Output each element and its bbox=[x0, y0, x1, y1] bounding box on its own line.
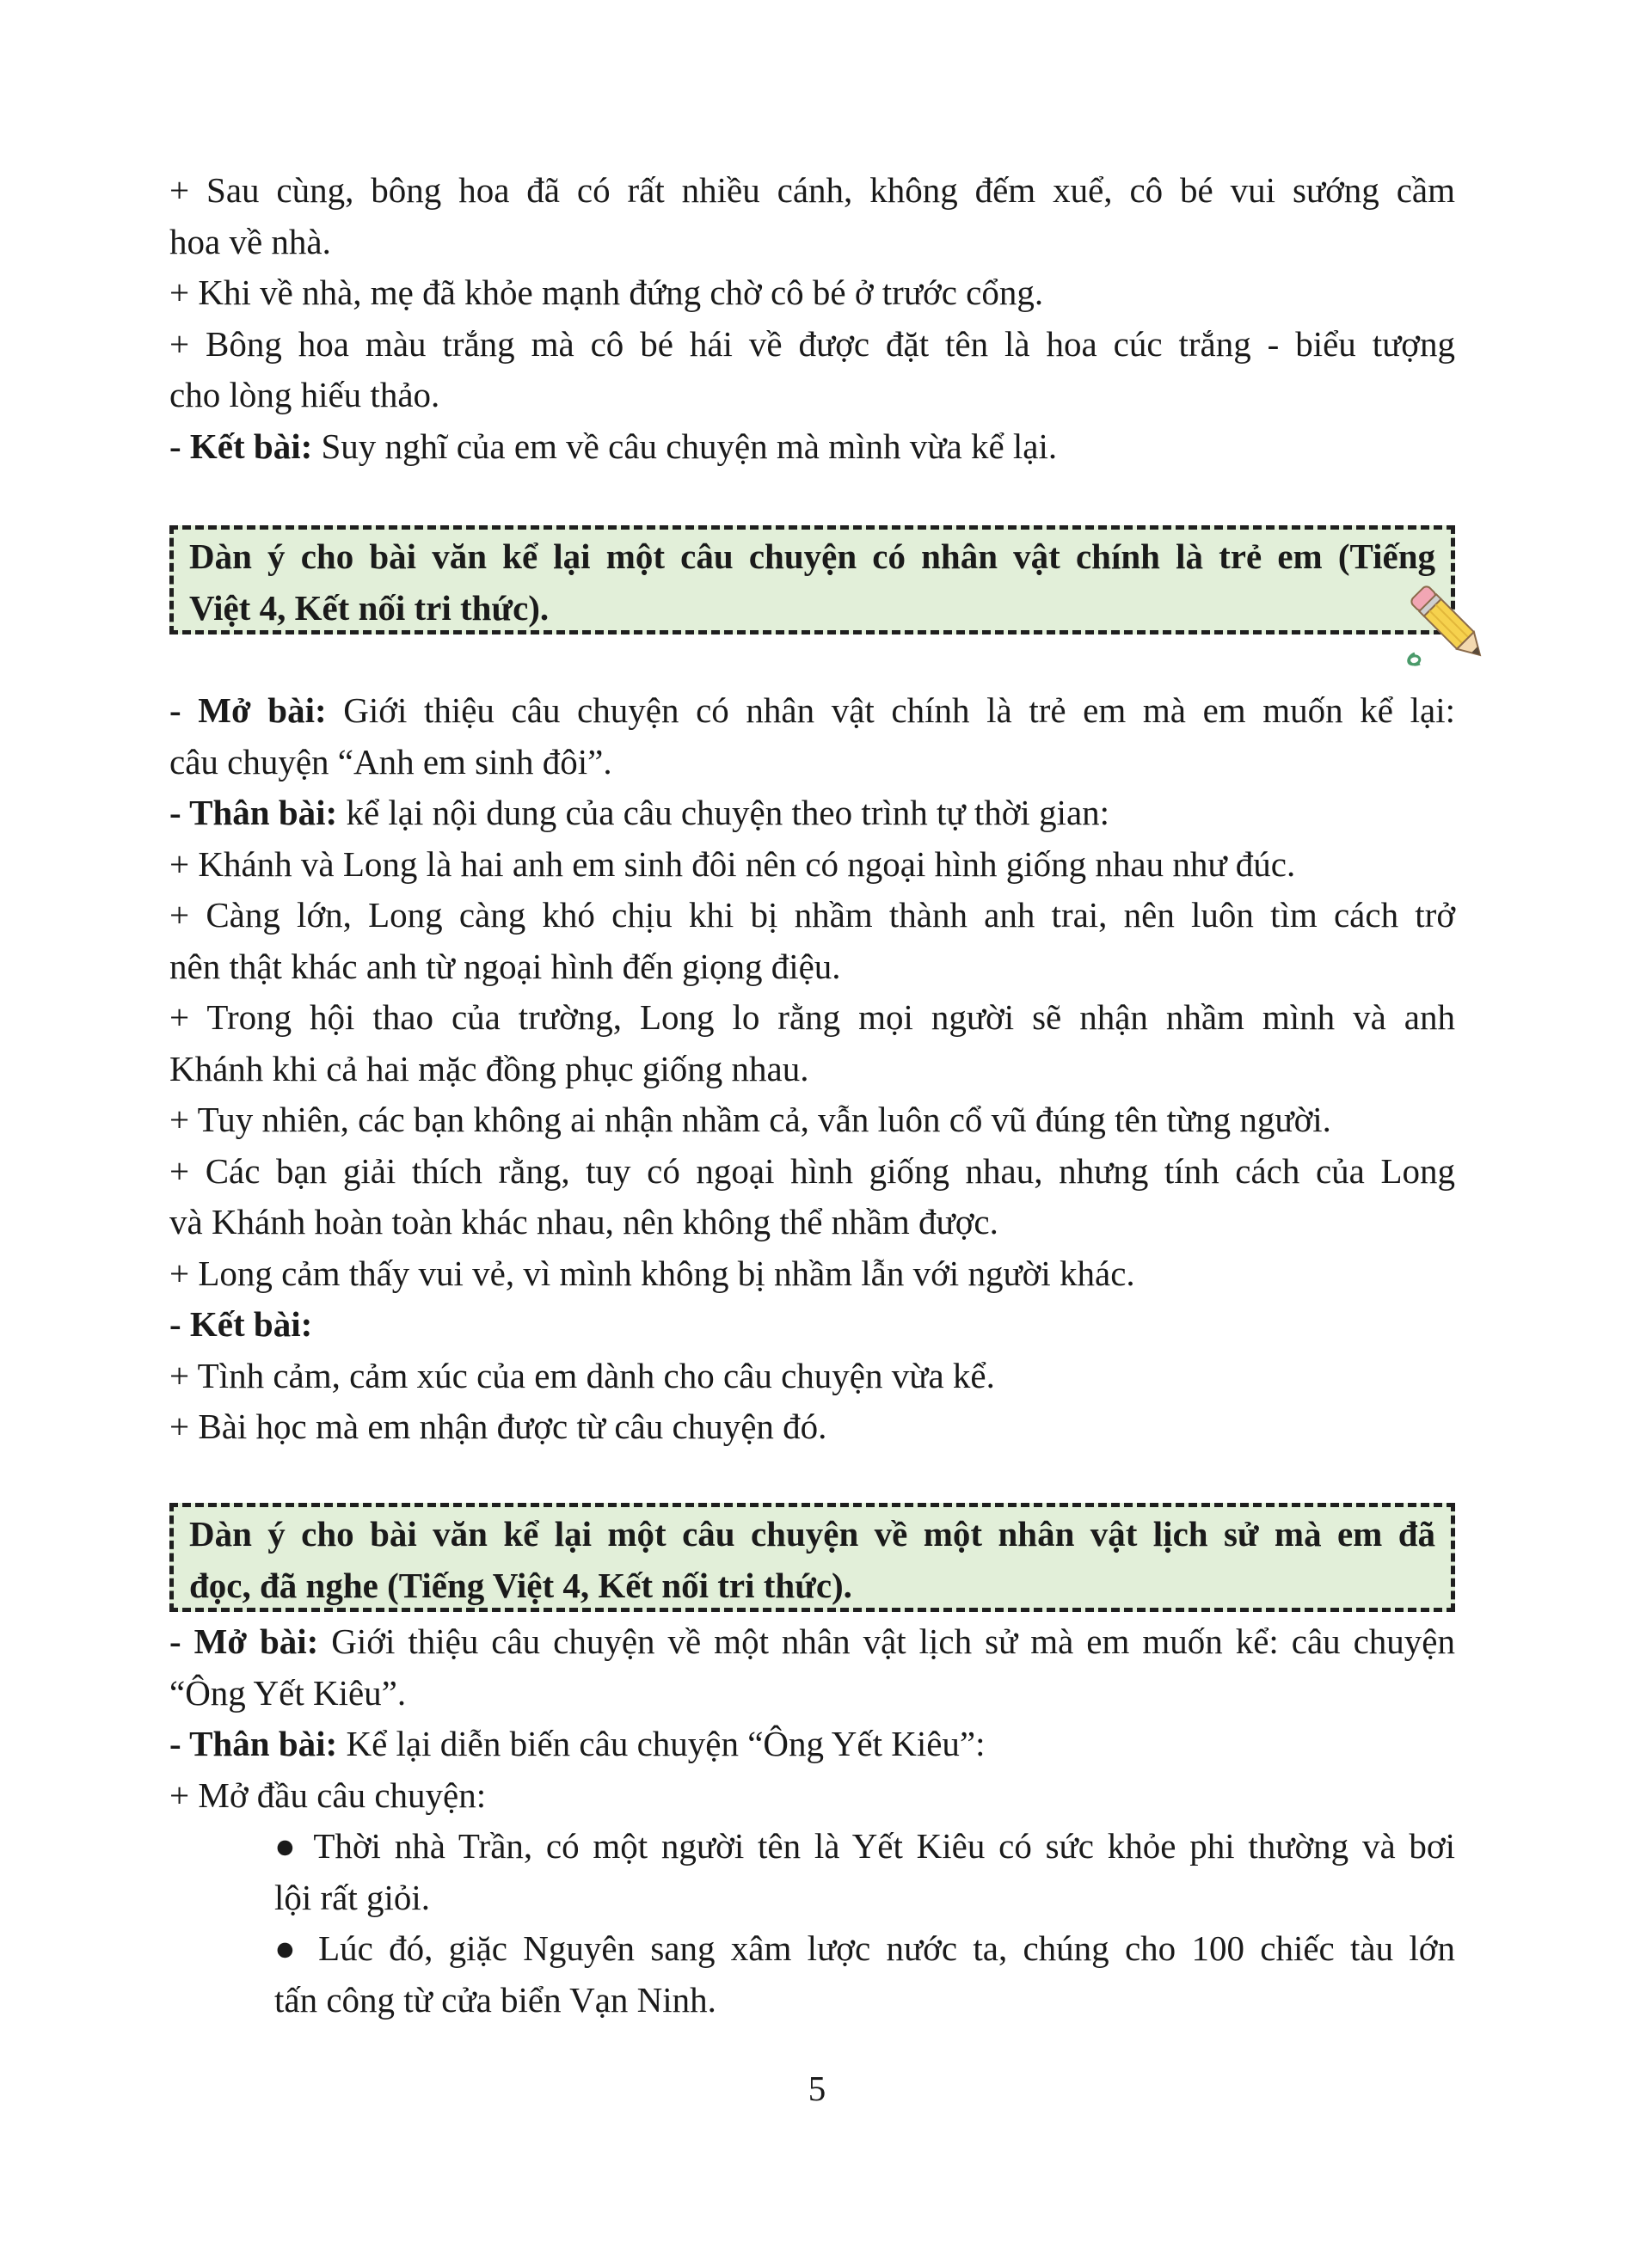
text-line: + Long cảm thấy vui vẻ, vì mình không bị nhầm lẫn với người khác. bbox=[169, 1253, 1135, 1293]
text-line: Khánh khi cả hai mặc đồng phục giống nhau. bbox=[169, 1048, 809, 1088]
text-line bbox=[169, 1616, 1455, 1668]
section-story-end bbox=[169, 165, 1455, 472]
bullet-item-line: ● Thời nhà Trần, có một người tên là Yết Kiêu có sức khỏe phi thường và bơi bbox=[274, 1826, 1455, 1866]
text-line: + Các bạn giải thích rằng, tuy có ngoại hình giống nhau, nhưng tính cách của Long bbox=[169, 1150, 1455, 1191]
text-line: + Tuy nhiên, các bạn không ai nhận nhầm cả, vẫn luôn cổ vũ đúng tên từng người. bbox=[169, 1100, 1331, 1139]
box-heading-line: đọc, đã nghe (Tiếng Việt 4, Kết nối tri thức). bbox=[189, 1565, 852, 1605]
text-line: + Bông hoa màu trắng mà cô bé hái về được đặt tên là hoa cúc trắng - biểu tượng bbox=[169, 323, 1455, 364]
text-mo-bai: Giới thiệu câu chuyện về một nhân vật lịch sử mà em muốn kể: câu chuyện bbox=[318, 1621, 1456, 1661]
text-line: cho lòng hiếu thảo. bbox=[169, 375, 440, 414]
text-line: câu chuyện “Anh em sinh đôi”. bbox=[169, 741, 612, 782]
box-heading-line: Dàn ý cho bài văn kể lại một câu chuyện có nhân vật chính là trẻ em (Tiếng bbox=[189, 536, 1435, 576]
section-historical-story bbox=[169, 1616, 1455, 2026]
text-line: + Mở đầu câu chuyện: bbox=[169, 1775, 487, 1815]
text-line bbox=[169, 788, 1455, 839]
text-line: “Ông Yết Kiêu”. bbox=[169, 1672, 407, 1713]
text-line: + Trong hội thao của trường, Long lo rằng mọi người sẽ nhận nhầm mình và anh bbox=[169, 997, 1455, 1037]
label-ket-bai: - Kết bài: bbox=[169, 426, 313, 466]
label-than-bai: - Thân bài: bbox=[169, 793, 338, 832]
box-heading-line: Việt 4, Kết nối tri thức). bbox=[189, 587, 550, 628]
heading-box-children-story bbox=[169, 525, 1455, 634]
heading-box-historical-story bbox=[169, 1503, 1455, 1612]
label-ket-bai: - Kết bài: bbox=[169, 1304, 313, 1344]
section-children-story bbox=[169, 685, 1455, 1453]
text-line bbox=[169, 685, 1455, 737]
text-line: + Tình cảm, cảm xúc của em dành cho câu chuyện vừa kể. bbox=[169, 1355, 995, 1395]
text-line: + Khánh và Long là hai anh em sinh đôi nên có ngoại hình giống nhau như đúc. bbox=[169, 843, 1296, 884]
page-number: 5 bbox=[808, 2069, 826, 2108]
box-heading-line: Dàn ý cho bài văn kể lại một câu chuyện về một nhân vật lịch sử mà em đã bbox=[189, 1514, 1435, 1554]
bullet-item-line: ● Lúc đó, giặc Nguyên sang xâm lược nước ta, chúng cho 100 chiếc tàu lớn bbox=[274, 1928, 1455, 1968]
text-line: + Khi về nhà, mẹ đã khỏe mạnh đứng chờ cô bé ở trước cổng. bbox=[169, 273, 1044, 312]
text-ket-bai: Suy nghĩ của em về câu chuyện mà mình vừa kể lại. bbox=[312, 426, 1058, 466]
text-than-bai: kể lại nội dung của câu chuyện theo trình tự thời gian: bbox=[337, 793, 1110, 832]
label-mo-bai: - Mở bài: bbox=[169, 690, 327, 730]
text-line: + Bài học mà em nhận được từ câu chuyện đó. bbox=[169, 1407, 827, 1446]
text-line: hoa về nhà. bbox=[169, 221, 331, 261]
text-line bbox=[169, 421, 1455, 473]
text-mo-bai: Giới thiệu câu chuyện có nhân vật chính là trẻ em mà em muốn kể lại: bbox=[326, 690, 1455, 730]
text-line: + Sau cùng, bông hoa đã có rất nhiều cánh, không đếm xuể, cô bé vui sướng cầm bbox=[169, 170, 1455, 210]
text-line bbox=[169, 1719, 1455, 1770]
bullet-item-line: tấn công từ cửa biển Vạn Ninh. bbox=[274, 1979, 716, 2020]
bullet-item-line: lội rất giỏi. bbox=[274, 1877, 431, 1917]
text-line: và Khánh hoàn toàn khác nhau, nên không thể nhầm được. bbox=[169, 1202, 998, 1241]
text-line: + Càng lớn, Long càng khó chịu khi bị nhầm thành anh trai, nên luôn tìm cách trở bbox=[169, 895, 1455, 935]
label-mo-bai: - Mở bài: bbox=[169, 1621, 319, 1661]
pencil-icon bbox=[1399, 574, 1501, 676]
text-line: nên thật khác anh từ ngoại hình đến giọng điệu. bbox=[169, 946, 841, 986]
label-than-bai: - Thân bài: bbox=[169, 1724, 338, 1763]
text-than-bai: Kể lại diễn biến câu chuyện “Ông Yết Kiêu”: bbox=[337, 1724, 986, 1763]
